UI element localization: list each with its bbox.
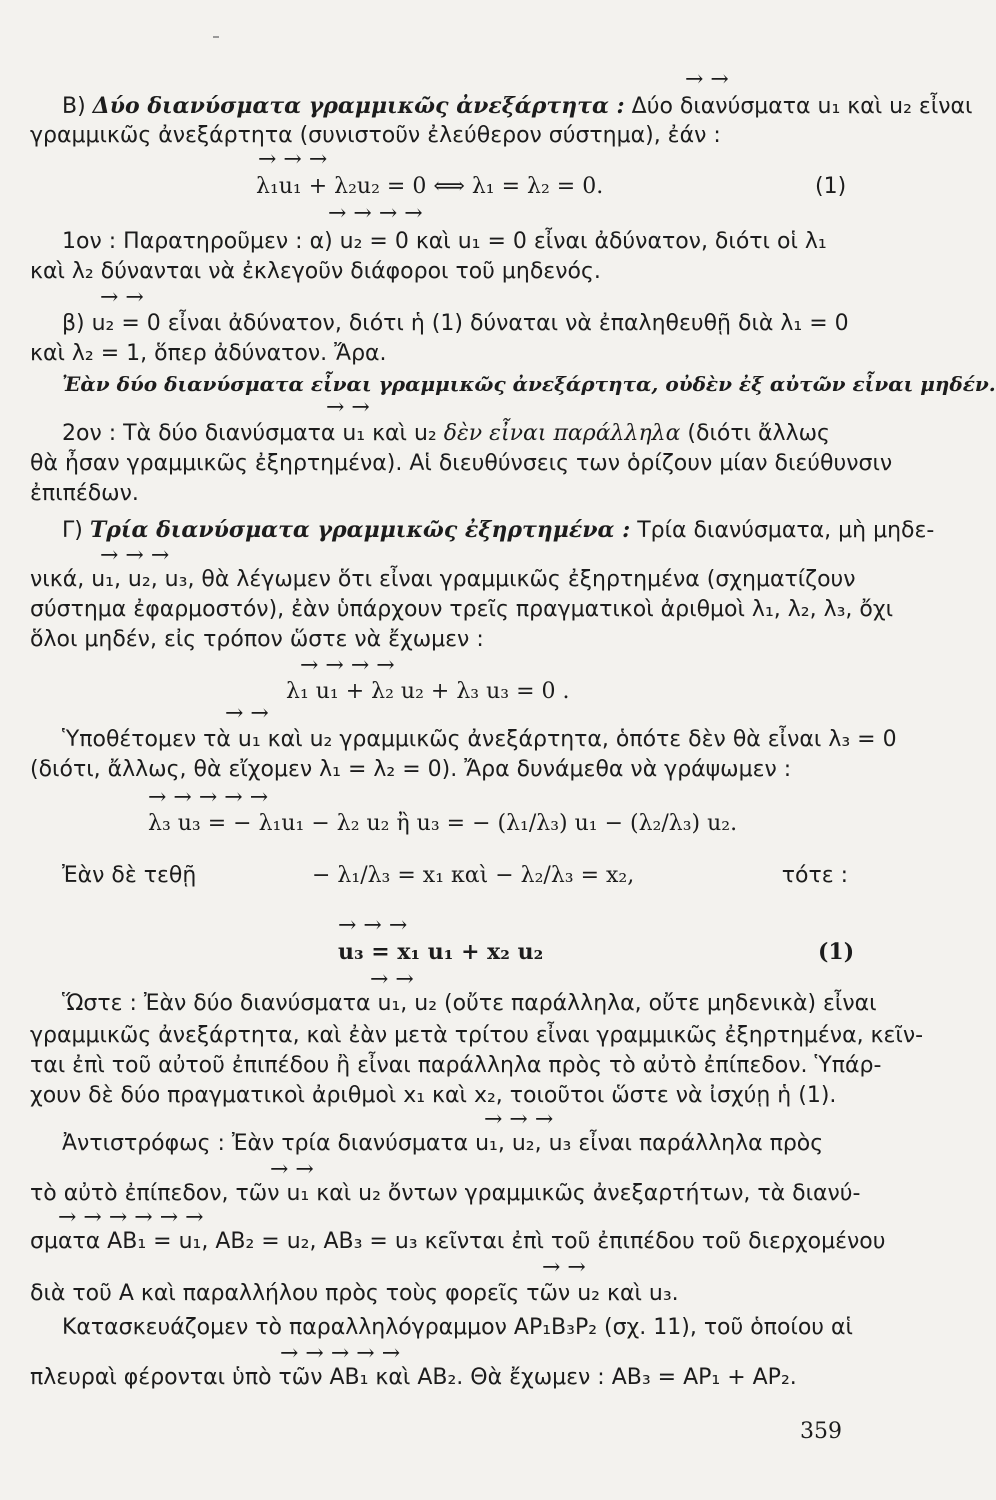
vector-arrows: → → → xyxy=(338,913,408,938)
text-line: νικά, u₁, u₂, u₃, θὰ λέγωμεν ὅτι εἶναι γραμμικῶς ἐξηρτημένα (σχηματίζουν xyxy=(30,567,856,592)
vector-arrows: → → xyxy=(370,967,414,992)
text-line: Ἐὰν δὲ τεθῇ xyxy=(62,863,197,888)
vector-arrows: → → → → → xyxy=(280,1341,401,1366)
section-label: Β) xyxy=(62,94,93,119)
vector-arrows: → → xyxy=(270,1157,314,1182)
vector-arrows: → → → xyxy=(484,1107,554,1132)
text-fragment: 2ον : Τὰ δύο διανύσματα u₁ καὶ u₂ xyxy=(62,421,444,446)
text-line: σύστημα ἐφαρμοστόν), ἐὰν ὑπάρχουν τρεῖς πραγματικοὶ ἀριθμοὶ λ₁, λ₂, λ₃, ὄχι xyxy=(30,597,894,622)
equation: λ₃ u₃ = − λ₁u₁ − λ₂ u₂ ἢ u₃ = − (λ₁/λ₃) u₁ − (λ₂/λ₃) u₂. xyxy=(148,811,738,836)
equation: λ₁ u₁ + λ₂ u₂ + λ₃ u₃ = 0 . xyxy=(286,679,570,704)
text-line: Ὥστε : Ἐὰν δύο διανύσματα u₁, u₂ (οὔτε παράλληλα, οὔτε μηδενικὰ) εἶναι xyxy=(62,991,877,1016)
vector-arrows: → → → → → xyxy=(148,785,269,810)
section-heading: Τρία διανύσματα γραμμικῶς ἐξηρτημένα : xyxy=(89,517,631,543)
emphasis: δὲν εἶναι παράλληλα xyxy=(443,421,681,446)
vector-arrows: → → xyxy=(100,285,144,310)
text-line: σματα AB₁ = u₁, AB₂ = u₂, AB₃ = u₃ κεῖνται ἐπὶ τοῦ ἐπιπέδου τοῦ διερχομένου xyxy=(30,1229,886,1254)
text-line: β) u₂ = 0 εἶναι ἀδύνατον, διότι ἡ (1) δύναται νὰ ἐπαληθευθῇ διὰ λ₁ = 0 xyxy=(62,311,849,336)
equation: u₃ = x₁ u₁ + x₂ u₂ xyxy=(338,939,544,965)
text-line: καὶ λ₂ = 1, ὅπερ ἀδύνατον. Ἄρα. xyxy=(30,341,387,366)
text-line: Ὑποθέτομεν τὰ u₁ καὶ u₂ γραμμικῶς ἀνεξάρτητα, ὁπότε δὲν θὰ εἶναι λ₃ = 0 xyxy=(62,727,897,752)
vector-arrows: → → → → xyxy=(300,653,395,678)
equation: − λ₁/λ₃ = x₁ καὶ − λ₂/λ₃ = x₂, xyxy=(312,863,635,888)
text-line: (διότι, ἄλλως, θὰ εἴχομεν λ₁ = λ₂ = 0). Ἄρα δυνάμεθα νὰ γράψωμεν : xyxy=(30,757,792,782)
equation-number: (1) xyxy=(818,939,855,965)
text-line: χουν δὲ δύο πραγματικοὶ ἀριθμοὶ x₁ καὶ x₂, τοιοῦτοι ὥστε νὰ ἰσχύῃ ἡ (1). xyxy=(30,1083,837,1108)
vector-arrows: → → → xyxy=(100,543,170,568)
text-line xyxy=(62,516,934,545)
text-line: Ἀντιστρόφως : Ἐὰν τρία διανύσματα u₁, u₂, u₃ εἶναι παράλληλα πρὸς xyxy=(62,1131,824,1156)
section-heading: Δύο διανύσματα γραμμικῶς ἀνεξάρτητα : xyxy=(92,93,625,119)
text-line: ται ἐπὶ τοῦ αὐτοῦ ἐπιπέδου ἢ εἶναι παράλληλα πρὸς τὸ αὐτὸ ἐπίπεδον. Ὑπάρ- xyxy=(30,1053,882,1078)
text-fragment: Δύο διανύσματα u₁ καὶ u₂ εἶναι xyxy=(624,94,973,119)
theorem-statement: Ἐὰν δύο διανύσματα εἶναι γραμμικῶς ἀνεξάρτητα, οὐδὲν ἐξ αὐτῶν εἶναι μηδέν. xyxy=(62,372,996,396)
text-line: τὸ αὐτὸ ἐπίπεδον, τῶν u₁ καὶ u₂ ὄντων γραμμικῶς ἀνεξαρτήτων, τὰ διανύ- xyxy=(30,1181,861,1206)
vector-arrows: → → xyxy=(326,395,370,420)
equation-number: (1) xyxy=(815,174,847,199)
vector-arrows: → → → → xyxy=(328,201,423,226)
text-line: διὰ τοῦ A καὶ παραλλήλου πρὸς τοὺς φορεῖς τῶν u₂ καὶ u₃. xyxy=(30,1281,679,1306)
text-line: ὅλοι μηδέν, εἰς τρόπον ὥστε νὰ ἔχωμεν : xyxy=(30,627,484,652)
text-line xyxy=(62,420,830,448)
text-line: Κατασκευάζομεν τὸ παραλληλόγραμμον AP₁B₃P₂ (σχ. 11), τοῦ ὁποίου αἱ xyxy=(62,1315,853,1340)
text-line: πλευραὶ φέρονται ὑπὸ τῶν AB₁ καὶ AB₂. Θὰ ἔχωμεν : AB₃ = AP₁ + AP₂. xyxy=(30,1365,797,1390)
text-line: γραμμικῶς ἀνεξάρτητα (συνιστοῦν ἐλεύθερον σύστημα), ἐάν : xyxy=(30,123,721,148)
text-line: 1ον : Παρατηροῦμεν : α) u₂ = 0 καὶ u₁ = 0 εἶναι ἀδύνατον, διότι οἱ λ₁ xyxy=(62,229,827,254)
vector-arrows: → → xyxy=(685,67,729,92)
text-fragment: τότε : xyxy=(781,863,848,888)
text-fragment: (διότι ἄλλως xyxy=(680,421,830,446)
vector-arrows: → → xyxy=(542,1255,586,1280)
equation: λ₁u₁ + λ₂u₂ = 0 ⟺ λ₁ = λ₂ = 0. xyxy=(256,174,604,199)
text-line: γραμμικῶς ἀνεξάρτητα, καὶ ἐὰν μετὰ τρίτου εἶναι γραμμικῶς ἐξηρτημένα, κεῖν- xyxy=(30,1023,924,1048)
page-mark xyxy=(213,36,219,38)
section-label: Γ) xyxy=(62,518,90,543)
text-line: θὰ ἦσαν γραμμικῶς ἐξηρτημένα). Αἱ διευθύνσεις των ὁρίζουν μίαν διεύθυνσιν xyxy=(30,451,893,476)
text-line: καὶ λ₂ δύνανται νὰ ἐκλεγοῦν διάφοροι τοῦ μηδενός. xyxy=(30,259,601,284)
text-line xyxy=(62,92,973,121)
page-number: 359 xyxy=(800,1419,842,1444)
vector-arrows: → → → xyxy=(258,147,328,172)
text-line: ἐπιπέδων. xyxy=(30,481,139,506)
vector-arrows: → → xyxy=(225,701,269,726)
text-fragment: Τρία διανύσματα, μὴ μηδε- xyxy=(630,518,935,543)
vector-arrows: → → → → → → xyxy=(58,1205,204,1230)
